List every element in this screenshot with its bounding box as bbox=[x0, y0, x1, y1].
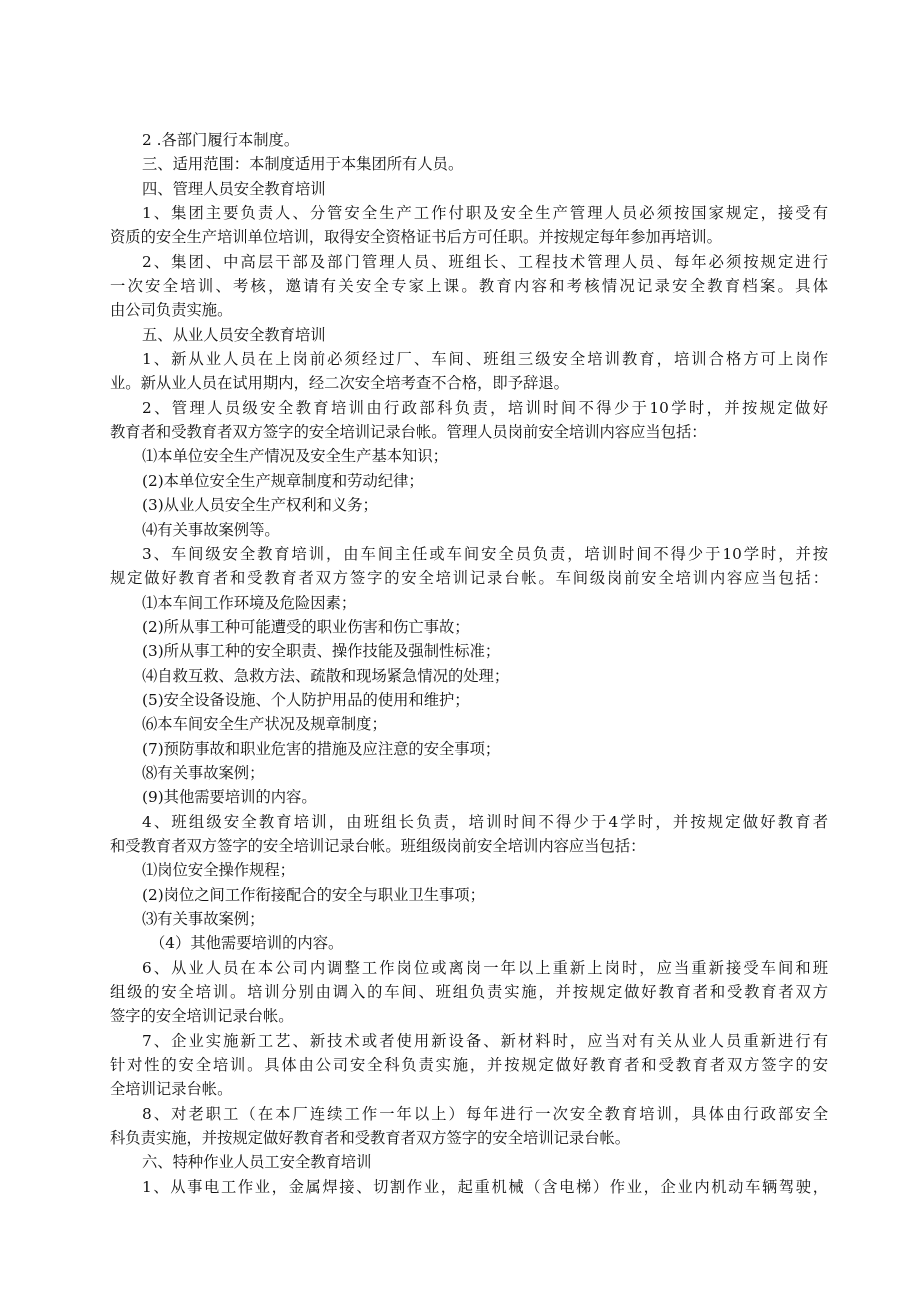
list-item: (9)其他需要培训的内容。 bbox=[142, 788, 317, 807]
list-item: (7)预防事故和职业危害的措施及应注意的安全事项； bbox=[142, 739, 501, 758]
list-item: (2)本单位安全生产规章制度和劳动纪律； bbox=[142, 471, 424, 490]
list-item: ⑷自救互救、急救方法、疏散和现场紧急情况的处理； bbox=[142, 666, 510, 685]
list-item: (3)从业人员安全生产权利和义务； bbox=[142, 496, 378, 515]
list-item: ⑷有关事故案例等。 bbox=[142, 520, 280, 539]
text-line-37: 7、企业实施新工艺、新技术或者使用新设备、新材料时，应当对有关从业人员重新进行有 bbox=[142, 1031, 828, 1050]
text-line-39: 全培训记录台帐。 bbox=[110, 1080, 233, 1099]
text-line-12: 教育者和受教育者双方签字的安全培训记录台帐。管理人员岗前安全培训内容应当包括： bbox=[110, 423, 707, 442]
list-item: (2)岗位之间工作衔接配合的安全与职业卫生事项； bbox=[142, 885, 485, 904]
text-line-40: 8、对老职工（在本厂连续工作一年以上）每年进行一次安全教育培训，具体由行政部安全 bbox=[142, 1104, 828, 1123]
text-line-7: 由公司负责实施。 bbox=[110, 301, 233, 320]
text-line-1: 三、适用范围：本制度适用于本集团所有人员。 bbox=[142, 155, 464, 174]
list-item: ⑴本车间工作环境及危险因素； bbox=[142, 593, 357, 612]
text-line-0: 2 .各部门履行本制度。 bbox=[142, 131, 300, 149]
text-line-5: 2、集团、中高层干部及部门管理人员、班组长、工程技术管理人员、每年必须按规定进行 bbox=[142, 252, 828, 271]
text-line-18: 规定做好教育者和受教育者双方签字的安全培训记录台帐。车间级岗前安全培训内容应当包括： bbox=[110, 569, 828, 588]
document-body bbox=[110, 128, 828, 1199]
list-item: (3)所从事工种的安全职责、操作技能及强制性标准； bbox=[142, 642, 501, 661]
list-item: ⑶有关事故案例； bbox=[142, 910, 265, 928]
list-item: (5)安全设备设施、个人防护用品的使用和维护； bbox=[142, 690, 470, 709]
text-line-38: 针对性的安全培训。具体由公司安全科负责实施，并按规定做好教育者和受教育者双方签字的安 bbox=[110, 1056, 828, 1075]
list-item: (2)所从事工种可能遭受的职业伤害和伤亡事故； bbox=[142, 617, 470, 636]
text-line-11: 2、管理人员级安全教育培训由行政部科负责，培训时间不得少于10学时，并按规定做好 bbox=[142, 398, 828, 417]
text-line-4: 资质的安全生产培训单位培训，取得安全资格证书后方可任职。并按规定每年参加再培训。 bbox=[110, 228, 722, 247]
text-line-17: 3、车间级安全教育培训，由车间主任或车间安全员负责，培训时间不得少于10学时，并按 bbox=[142, 544, 828, 563]
list-item: （4）其他需要培训的内容。 bbox=[150, 934, 344, 953]
text-line-43: 1、从事电工作业，金属焊接、切割作业，起重机械（含电梯）作业，企业内机动车辆驾驶， bbox=[142, 1177, 828, 1196]
list-item: ⑻有关事故案例； bbox=[142, 763, 265, 782]
text-line-29: 和受教育者双方签字的安全培训记录台帐。班组级岗前安全培训内容应当包括： bbox=[110, 836, 646, 855]
text-line-28: 4、班组级安全教育培训，由班组长负责，培训时间不得少于4学时，并按规定做好教育者 bbox=[142, 812, 828, 831]
text-line-35: 组级的安全培训。培训分别由调入的车间、班组负责实施，并按规定做好教育者和受教育者双方 bbox=[110, 983, 828, 1002]
text-line-41: 科负责实施，并按规定做好教育者和受教育者双方签字的安全培训记录台帐。 bbox=[110, 1129, 631, 1148]
list-item: ⑴本单位安全生产情况及安全生产基本知识； bbox=[142, 447, 448, 466]
section-heading-4: 四、管理人员安全教育培训 bbox=[142, 179, 326, 198]
text-line-6: 一次安全培训、考核，邀请有关安全专家上课。教育内容和考核情况记录安全教育档案。具体 bbox=[110, 277, 828, 296]
list-item: ⑴岗位安全操作规程； bbox=[142, 861, 295, 880]
text-line-10: 业。新从业人员在试用期内，经二次安全培考查不合格，即予辞退。 bbox=[110, 374, 569, 393]
text-line-34: 6、从业人员在本公司内调整工作岗位或离岗一年以上重新上岗时，应当重新接受车间和班 bbox=[142, 958, 828, 977]
text-line-3: 1、集团主要负责人、分管安全生产工作付职及安全生产管理人员必须按国家规定，接受有 bbox=[142, 204, 828, 223]
text-line-36: 签字的安全培训记录台帐。 bbox=[110, 1007, 294, 1026]
section-heading-5: 五、从业人员安全教育培训 bbox=[142, 325, 326, 344]
list-item: ⑹本车间安全生产状况及规章制度； bbox=[142, 715, 387, 734]
text-line-9: 1、新从业人员在上岗前必须经过厂、车间、班组三级安全培训教育，培训合格方可上岗作 bbox=[142, 350, 828, 369]
section-heading-6: 六、特种作业人员工安全教育培训 bbox=[142, 1153, 372, 1172]
